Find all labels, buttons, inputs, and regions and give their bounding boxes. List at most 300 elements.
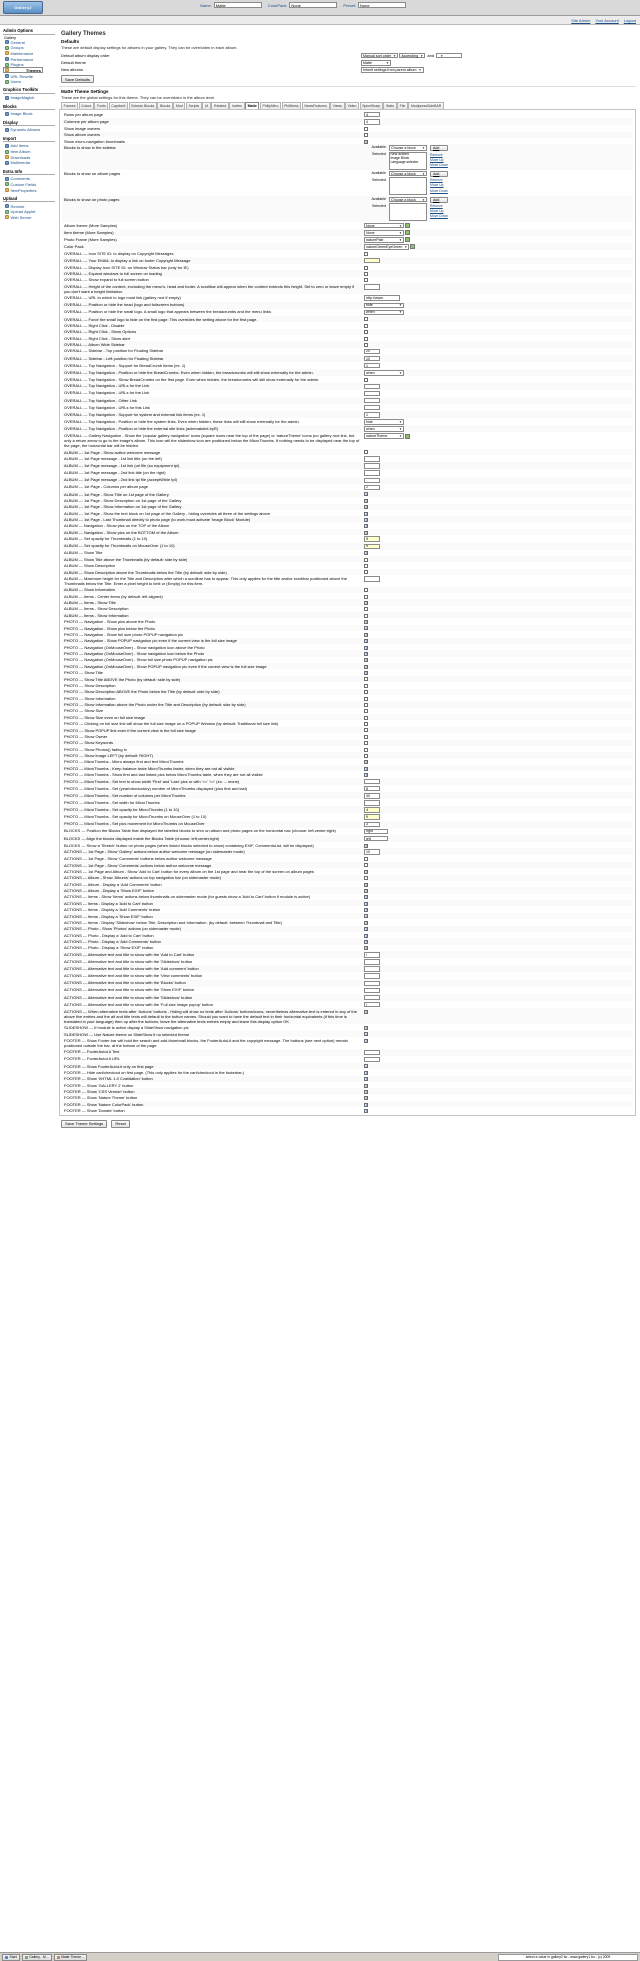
setting-checkbox[interactable]: [364, 741, 368, 745]
setting-checkbox[interactable]: [364, 677, 368, 681]
setting-select[interactable]: [364, 310, 404, 316]
setting-checkbox[interactable]: [364, 551, 368, 555]
sidebar-item-image-block[interactable]: [3, 111, 55, 117]
setting-select[interactable]: [364, 303, 404, 309]
setting-label: ACTIONS --- Items - Display a 'Show EXIF' button: [64, 913, 153, 919]
selected-block-item[interactable]: New actions: [390, 152, 409, 157]
setting-text-input[interactable]: [364, 981, 380, 987]
setting-select[interactable]: [364, 433, 404, 439]
tab-newsfeatures[interactable]: NewsFeatures: [302, 102, 330, 109]
setting-text-input[interactable]: [364, 112, 380, 118]
setting-checkbox[interactable]: [364, 620, 368, 624]
setting-checkbox[interactable]: [364, 767, 368, 771]
wrench-icon: [5, 51, 9, 55]
sidebar-group-subtitle: Gallery: [4, 35, 17, 40]
default-sort-row: [59, 52, 636, 59]
setting-label: ACTIONS --- Items - Display a 'Add Comments' button: [64, 907, 161, 913]
setting-label: OVERALL --- Top Navigation - URLs for the Link: [64, 383, 150, 389]
default-sort-select[interactable]: [361, 53, 398, 59]
setting-label: ACTIONS --- When alternative texts after 'Actions' buttons - Hiding will show no texts after 'Actions' buttons/icons, nevertheless alternative text is entered in any of the above five entries and the alt and title texts will default to the button names. Should you want to have the default text in their horizontal equivalents (if this time is translated in your language) then up after the buttons, leave the alternative texts entries empty and leave this display option OK: [64, 1008, 357, 1024]
block-action-move-up[interactable]: Move Up: [430, 209, 444, 214]
setting-text-input[interactable]: [364, 349, 380, 355]
setting-checkbox[interactable]: [364, 722, 368, 726]
setting-checkbox[interactable]: [364, 709, 368, 713]
setting-label: OVERALL --- URL to which to logo must link (gallery root if empty): [64, 295, 181, 301]
setting-checkbox[interactable]: [364, 1071, 368, 1075]
blocks-chooser: [364, 197, 631, 222]
setting-text-input[interactable]: [364, 959, 380, 965]
setting-select[interactable]: [364, 426, 404, 432]
setting-label: PHOTO --- Show Photos() fading in: [64, 746, 127, 752]
setting-checkbox[interactable]: [364, 1109, 368, 1113]
setting-label: PHOTO --- MicroThumbs - Micro always find and text MicroThumbs: [64, 759, 184, 765]
setting-label: ALBUM --- 1st Page - Show author welcome message: [64, 449, 161, 455]
setting-checkbox[interactable]: [364, 1026, 368, 1030]
setting-row: [62, 806, 633, 813]
media-icon: [5, 161, 9, 165]
setting-label: PHOTO --- MicroThumbs - Set text to show width 'First' and 'Last' pics or with '<<' '>>' (ex. -- mone): [64, 778, 240, 784]
setting-checkbox[interactable]: [364, 921, 368, 925]
block-action-move-down[interactable]: Move Down: [430, 162, 448, 167]
setting-text-input[interactable]: [364, 470, 380, 476]
setting-checkbox[interactable]: [364, 564, 368, 568]
start-button[interactable]: [2, 1954, 20, 1961]
setting-checkbox[interactable]: [364, 876, 368, 880]
setting-checkbox[interactable]: [364, 754, 368, 758]
setting-checkbox[interactable]: [364, 665, 368, 669]
setting-text-input[interactable]: [364, 1050, 380, 1056]
setting-checkbox[interactable]: [364, 531, 368, 535]
nav-site-admin[interactable]: Site Admin: [571, 17, 591, 23]
tab-views[interactable]: Views: [330, 102, 344, 109]
setting-label: ACTIONS --- 1st Page - Show 'Comments' actions below author welcome message: [64, 862, 212, 868]
selected-blocks-list[interactable]: [389, 203, 427, 221]
setting-checkbox[interactable]: [364, 1077, 368, 1081]
available-block-select[interactable]: [389, 171, 427, 177]
tab-spicesharp[interactable]: SpiceSharp: [360, 102, 383, 109]
setting-checkbox[interactable]: [364, 870, 368, 874]
setting-checkbox[interactable]: [364, 492, 368, 496]
setting-text-input[interactable]: [364, 284, 380, 290]
setting-checkbox[interactable]: [364, 505, 368, 509]
setting-label: PHOTO --- Navigation - Show POPUP navigation pic even if the current view is the full size image: [64, 638, 237, 644]
setting-checkbox[interactable]: [364, 946, 368, 950]
nav-logout[interactable]: Logout: [623, 17, 636, 23]
setting-checkbox[interactable]: [364, 518, 368, 522]
setting-checkbox[interactable]: [364, 324, 368, 328]
setting-checkbox[interactable]: [364, 512, 368, 516]
setting-checkbox[interactable]: [364, 748, 368, 752]
setting-checkbox[interactable]: [364, 883, 368, 887]
setting-checkbox[interactable]: [364, 728, 368, 732]
setting-checkbox[interactable]: [364, 266, 368, 270]
save-theme-settings-button[interactable]: Save Theme Settings: [61, 1120, 107, 1128]
add-block-button[interactable]: Add: [430, 145, 448, 151]
available-block-select[interactable]: [389, 145, 427, 151]
setting-select-value: when: [366, 370, 375, 375]
color-preview-chip: [405, 434, 410, 439]
setting-label: ALBUM --- 1st Page - Show Information on 1st page of the Gallery: [64, 504, 182, 510]
setting-checkbox[interactable]: [364, 646, 368, 650]
setting-label: OVERALL --- Top Navigation - URLs for this Link: [64, 404, 151, 410]
setting-checkbox[interactable]: [364, 927, 368, 931]
setting-select[interactable]: [364, 370, 404, 376]
tab-scripts[interactable]: Scripts: [186, 102, 202, 109]
setting-text-input[interactable]: [364, 988, 380, 994]
setting-checkbox[interactable]: [364, 671, 368, 675]
setting-checkbox[interactable]: [364, 652, 368, 656]
setting-checkbox[interactable]: [364, 524, 368, 528]
selected-block-item[interactable]: Language selector: [390, 159, 419, 164]
new-albums-cell: [359, 66, 636, 73]
setting-checkbox[interactable]: [364, 1084, 368, 1088]
setting-control: [362, 951, 633, 958]
setting-label: OVERALL --- Gallery Navigation - Show the 'popular gallery navigation' icons (square icons near the top of the page) or 'natureTheme' icons (no gallery root link, but only a return arrow to go to the image's album. This icon will the slideshow icon are positioned below the MicroThumbs. If nothing needs to be displayed near the top of the page, the horizontal bar will be hidden.: [64, 433, 360, 449]
setting-label: OVERALL --- Your EMAIL to display a link on footer Copyright Message: [64, 257, 191, 263]
colorpack-input[interactable]: [289, 2, 337, 8]
setting-row: [62, 951, 633, 958]
setting-checkbox[interactable]: [364, 272, 368, 276]
setting-checkbox[interactable]: [364, 716, 368, 720]
setting-label: OVERALL --- Right Click - Show alert: [64, 335, 131, 341]
add-block-button[interactable]: Add: [430, 197, 448, 203]
setting-row: [62, 309, 633, 316]
selected-blocks-list[interactable]: [389, 177, 427, 195]
setting-label: ALBUM --- 1st Page - Show Description on 1st page of the Gallery: [64, 497, 182, 503]
theme-name-input[interactable]: [214, 2, 262, 8]
block-action-move-up[interactable]: Move Up: [430, 157, 444, 162]
setting-control: [362, 390, 633, 397]
chevron-down-icon: ▼: [404, 245, 408, 250]
setting-text-input[interactable]: [364, 836, 388, 842]
setting-text-input[interactable]: [364, 822, 380, 828]
setting-checkbox[interactable]: [364, 558, 368, 562]
setting-checkbox[interactable]: [364, 760, 368, 764]
setting-checkbox[interactable]: [364, 684, 368, 688]
setting-checkbox[interactable]: [364, 317, 368, 321]
theme-tab-bar: [61, 102, 636, 109]
setting-checkbox[interactable]: [364, 1064, 368, 1068]
setting-checkbox[interactable]: [364, 601, 368, 605]
available-block-select[interactable]: [389, 197, 427, 203]
default-sort-secondary-select[interactable]: [436, 53, 462, 59]
user-icon: [5, 80, 9, 84]
setting-row: [62, 477, 633, 484]
setting-text-input[interactable]: [364, 412, 380, 418]
setting-label: FOOTER --- FooterAutoLit URL: [64, 1056, 121, 1062]
setting-checkbox[interactable]: [364, 378, 368, 382]
setting-row: [62, 1049, 633, 1056]
taskbar-item-matte[interactable]: [54, 1954, 87, 1961]
setting-checkbox[interactable]: [364, 607, 368, 611]
setting-text-input[interactable]: [364, 807, 380, 813]
block-action-move-up[interactable]: Move Up: [430, 183, 444, 188]
setting-checkbox[interactable]: [364, 844, 368, 848]
setting-checkbox[interactable]: [364, 127, 368, 131]
setting-row: [62, 785, 633, 792]
reset-button[interactable]: Reset: [111, 1120, 129, 1128]
setting-control: [362, 425, 633, 432]
preset-input[interactable]: [358, 2, 406, 8]
tab-related[interactable]: Related: [211, 102, 228, 109]
setting-control: [362, 994, 633, 1001]
tab-matte[interactable]: Matte: [245, 102, 259, 109]
sidebar-group: [3, 104, 55, 117]
setting-select[interactable]: [364, 230, 404, 236]
setting-control: [362, 575, 633, 586]
setting-text-input[interactable]: [364, 966, 380, 972]
image-icon: [5, 96, 9, 100]
sidebar-item-label: ItemProperties: [10, 187, 37, 193]
setting-checkbox[interactable]: [364, 450, 368, 454]
setting-row: [62, 1001, 633, 1008]
setting-checkbox[interactable]: [364, 639, 368, 643]
divider-1: [59, 86, 636, 87]
album-icon: [5, 128, 9, 132]
setting-text-input[interactable]: [364, 952, 380, 958]
setting-text-input[interactable]: [364, 814, 380, 820]
sidebar-item-dynamic-albums[interactable]: [3, 127, 55, 133]
setting-label: FOOTER --- Show Footer bar will hold the search and add-thumbnail blocks, the FooterAutoLit and the copyright message. The buttons (see next option) remain positioned outside the bar, at the bottom of the page.: [64, 1037, 348, 1048]
setting-text-input[interactable]: [364, 405, 380, 411]
setting-checkbox[interactable]: [364, 889, 368, 893]
setting-text-input[interactable]: [364, 478, 380, 484]
setting-checkbox[interactable]: [364, 1039, 368, 1043]
setting-checkbox[interactable]: [364, 697, 368, 701]
block-action-move-down[interactable]: Move Down: [430, 188, 448, 193]
setting-text-input[interactable]: [364, 391, 380, 397]
setting-checkbox[interactable]: [364, 278, 368, 282]
tab-colors[interactable]: Colors: [79, 102, 94, 109]
chevron-down-icon: ▼: [399, 310, 402, 315]
setting-checkbox[interactable]: [364, 690, 368, 694]
sidebar-item-multimedia[interactable]: [3, 160, 55, 166]
tab-stats[interactable]: Stats: [383, 102, 396, 109]
setting-control: [362, 835, 633, 842]
setting-row: [62, 543, 633, 550]
setting-checkbox[interactable]: [364, 1010, 368, 1014]
setting-text-input[interactable]: [364, 793, 380, 799]
setting-text-input[interactable]: [364, 779, 380, 785]
tab-blocks[interactable]: Blocks: [157, 102, 173, 109]
setting-checkbox[interactable]: [364, 863, 368, 867]
setting-checkbox[interactable]: [364, 252, 368, 256]
default-theme-select[interactable]: [361, 60, 391, 66]
setting-text-input[interactable]: [364, 536, 380, 542]
setting-text-input[interactable]: [364, 463, 380, 469]
setting-checkbox[interactable]: [364, 914, 368, 918]
nav-your-account[interactable]: Your Account: [595, 17, 619, 23]
setting-row: [62, 236, 633, 243]
setting-label: ALBUM --- Items - Center items (by default: left aligned): [64, 593, 163, 599]
chevron-down-icon: ▼: [399, 370, 402, 375]
start-icon: [5, 1956, 8, 1959]
sidebar-item-themes[interactable]: [3, 67, 43, 73]
setting-label: ALBUM --- 1st Page message - 2nd link title (on the right): [64, 470, 166, 476]
setting-control: [362, 362, 633, 369]
setting-label: PHOTO --- Navigation (OnMouseOver) - Show full size photo POPUP navigation pic: [64, 657, 213, 663]
setting-text-input[interactable]: [364, 119, 380, 125]
setting-text-input[interactable]: [364, 295, 400, 301]
setting-row: [62, 404, 633, 411]
setting-row: [62, 828, 633, 835]
tab-captionit[interactable]: CaptionIt: [109, 102, 128, 109]
sidebar-group: [3, 136, 55, 166]
setting-checkbox[interactable]: [364, 337, 368, 341]
setting-text-input[interactable]: [364, 849, 380, 855]
tab-file[interactable]: File: [397, 102, 408, 109]
setting-checkbox[interactable]: [364, 614, 368, 618]
setting-checkbox[interactable]: [364, 633, 368, 637]
setting-checkbox[interactable]: [364, 908, 368, 912]
setting-text-input[interactable]: [364, 544, 380, 550]
save-defaults-button[interactable]: Save Defaults: [61, 75, 94, 83]
setting-label: PHOTO --- MicroThumbs - Set width for MicroThumbs: [64, 799, 160, 805]
setting-label: OVERALL --- Top Navigation - Support for system and external link items (ex. 1): [64, 411, 206, 417]
setting-row: [62, 799, 633, 806]
setting-text-input[interactable]: [364, 1002, 380, 1008]
setting-checkbox[interactable]: [364, 595, 368, 599]
setting-checkbox[interactable]: [364, 140, 368, 144]
setting-text-input[interactable]: [364, 398, 380, 404]
setting-label: ACTIONS --- 1st Page and Album - Show 'Add to Cart' button for every album on the 1st page and near the top of the screen on album pages: [64, 868, 314, 874]
setting-select[interactable]: [364, 419, 404, 425]
setting-checkbox[interactable]: [364, 940, 368, 944]
default-theme-row: [59, 59, 636, 66]
default-theme-value: Matte: [363, 60, 372, 65]
sidebar-item-label: Downloads: [10, 154, 31, 160]
setting-checkbox[interactable]: [364, 1032, 368, 1036]
setting-text-input[interactable]: [364, 800, 380, 806]
setting-label: PHOTO --- Show Owner: [64, 733, 108, 739]
setting-text-input[interactable]: [364, 1057, 380, 1063]
setting-label: ALBUM --- Show Title: [64, 550, 103, 556]
sidebar-group-title: Upload: [3, 196, 55, 203]
tab-schedo-blocks[interactable]: Schedo Blocks: [129, 102, 157, 109]
tab-ui[interactable]: UI: [202, 102, 211, 109]
setting-checkbox[interactable]: [364, 735, 368, 739]
setting-control: [362, 806, 633, 813]
setting-text-input[interactable]: [364, 258, 380, 264]
setting-control: [362, 1037, 633, 1048]
new-albums-select[interactable]: [361, 67, 424, 73]
tab-video[interactable]: Video: [345, 102, 359, 109]
setting-text-input[interactable]: [364, 456, 380, 462]
block-action-remove[interactable]: Remove: [430, 204, 443, 209]
setting-text-input[interactable]: [364, 995, 380, 1001]
setting-select[interactable]: [364, 244, 409, 250]
setting-control: [362, 404, 633, 411]
block-action-remove[interactable]: Remove: [430, 152, 443, 157]
setting-text-input[interactable]: [364, 786, 380, 792]
setting-control: [362, 418, 633, 425]
setting-label: ACTIONS --- Alternative text and title to show with the 'Slideshow' button: [64, 994, 193, 1000]
setting-checkbox[interactable]: [364, 499, 368, 503]
tab-invites[interactable]: Invites: [229, 102, 244, 109]
setting-checkbox[interactable]: [364, 1096, 368, 1100]
sidebar-group: [3, 169, 55, 193]
color-preview-chip: [405, 230, 410, 235]
setting-label: ACTIONS --- Album - Show 'Albums' actions on top navigation bar (on sidemaster mode): [64, 875, 221, 881]
block-action-remove[interactable]: Remove: [430, 178, 443, 183]
sidebar-item-imagemagick[interactable]: [3, 95, 55, 101]
add-block-button[interactable]: Add: [430, 171, 448, 177]
selected-blocks-list[interactable]: [389, 152, 427, 170]
setting-select-value: when: [366, 427, 375, 432]
tab-fonts[interactable]: Fonts: [94, 102, 108, 109]
setting-row: [62, 575, 633, 586]
sidebar-group-title: Display: [3, 120, 55, 127]
setting-label: PHOTO --- MicroThumbs - Set opacity for MicroThumbs (1 to 10): [64, 807, 180, 813]
setting-checkbox[interactable]: [364, 570, 368, 574]
selected-block-item[interactable]: Image Block: [390, 155, 410, 160]
taskbar-item-gallery[interactable]: [22, 1954, 52, 1961]
tab-mod[interactable]: Mod: [173, 102, 185, 109]
colorpack-field[interactable]: [268, 2, 338, 8]
setting-checkbox[interactable]: [364, 343, 368, 347]
setting-checkbox[interactable]: [364, 773, 368, 777]
setting-text-input[interactable]: [364, 576, 380, 582]
default-sort-direction-select[interactable]: [399, 53, 425, 59]
defaults-description: These are default display settings for albums in your gallery. They can be overridden in each album.: [61, 45, 238, 50]
setting-row: [62, 1008, 633, 1024]
setting-row: [62, 1107, 633, 1113]
setting-text-input[interactable]: [364, 829, 388, 835]
tab-philipnitro[interactable]: PhilipNitro: [260, 102, 281, 109]
setting-control: [362, 144, 633, 170]
setting-control: [362, 828, 633, 835]
setting-row: [62, 369, 633, 376]
setting-text-input[interactable]: [364, 356, 380, 362]
setting-checkbox[interactable]: [364, 895, 368, 899]
window-icon-2: [57, 1956, 60, 1959]
setting-checkbox[interactable]: [364, 857, 368, 861]
setting-text-input[interactable]: [364, 384, 380, 390]
setting-control: [362, 980, 633, 987]
tab-modipresssidebar[interactable]: ModipressSideBAR: [408, 102, 444, 109]
theme-name-field[interactable]: [200, 2, 262, 8]
setting-select-value: hide: [366, 303, 373, 308]
blocks-chooser-labels: [364, 171, 386, 182]
setting-text-input[interactable]: [364, 973, 380, 979]
setting-text-input[interactable]: [364, 363, 380, 369]
tab-frames[interactable]: Frames: [61, 102, 78, 109]
block-action-move-down[interactable]: Move Down: [430, 214, 448, 219]
setting-checkbox[interactable]: [364, 934, 368, 938]
tab-philnews[interactable]: PhilNews: [282, 102, 302, 109]
setting-checkbox[interactable]: [364, 330, 368, 334]
setting-checkbox[interactable]: [364, 1090, 368, 1094]
setting-select[interactable]: [364, 223, 404, 229]
setting-select[interactable]: [364, 237, 404, 243]
sidebar-item-users[interactable]: [3, 79, 55, 85]
setting-label: ACTIONS --- Items - Display 'Slideshow' below Title, Description and Information. (by default: between Thumbnail and Title): [64, 919, 282, 925]
setting-checkbox[interactable]: [364, 133, 368, 137]
sidebar-item-itemproperties[interactable]: [3, 187, 55, 193]
setting-checkbox[interactable]: [364, 703, 368, 707]
setting-text-input[interactable]: [364, 485, 380, 491]
setting-checkbox[interactable]: [364, 902, 368, 906]
setting-checkbox[interactable]: [364, 1103, 368, 1107]
sidebar-item-web-server[interactable]: [3, 215, 55, 221]
setting-label: OVERALL --- Expand windows to full screen on loading: [64, 271, 162, 277]
setting-label: OVERALL --- Icon SITE ID: to display on Copyright Messages: [64, 251, 174, 257]
preset-field[interactable]: [343, 2, 406, 8]
new-albums-label: New albums: [61, 66, 84, 72]
setting-checkbox[interactable]: [364, 588, 368, 592]
setting-checkbox[interactable]: [364, 626, 368, 630]
setting-checkbox[interactable]: [364, 658, 368, 662]
